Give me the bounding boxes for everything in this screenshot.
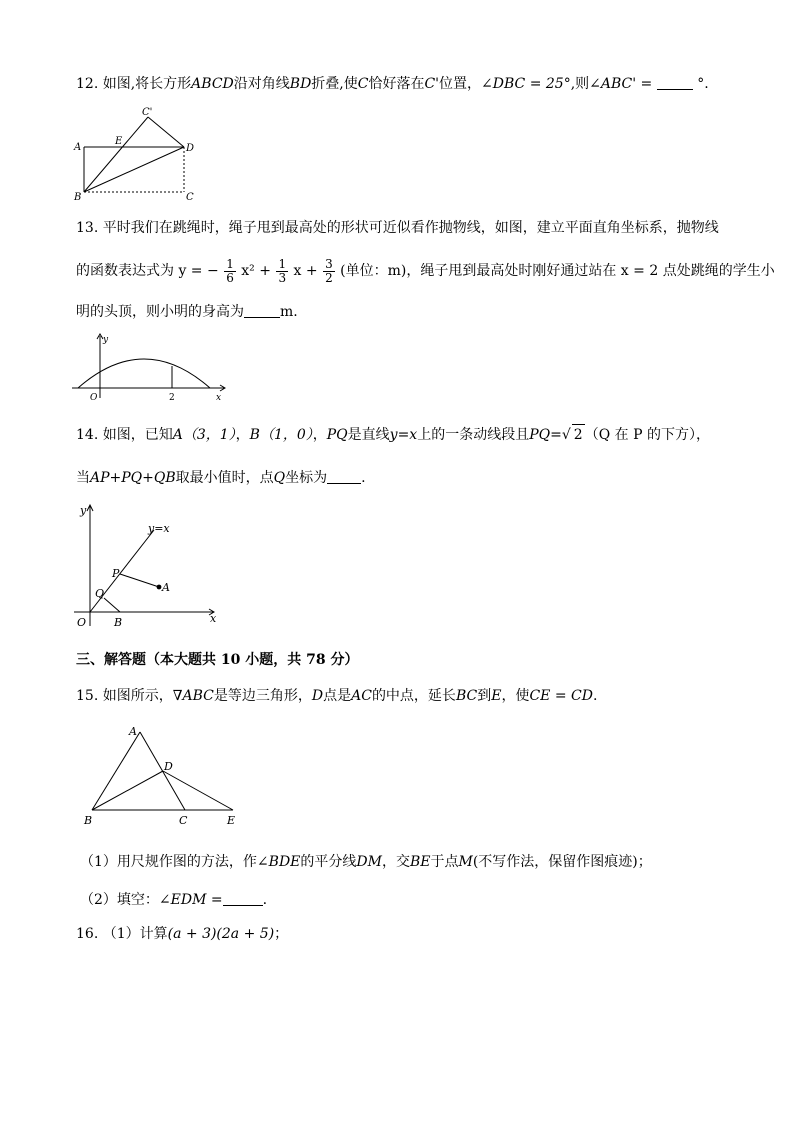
q12-figure (70, 104, 200, 204)
q12-angle-given: ∠DBC = 25° (481, 76, 571, 92)
q13-label-2: 2 (169, 393, 175, 403)
q15-label-b: B (84, 814, 93, 827)
q14-label-a: A (162, 581, 170, 594)
q14-label-y: y (80, 504, 87, 517)
q12-side-cprimed (148, 117, 184, 147)
q12-label-c: C (186, 192, 194, 203)
q13-line-1: 13. 平时我们在跳绳时，绳子甩到最高处的形状可近似看作抛物线，如图，建立平面直角坐标系，抛物线 (76, 220, 719, 236)
q14-label-yx: y=x (148, 522, 170, 535)
q13-frac-2: $\frac{1}{3}$ (278, 256, 287, 285)
q13-answer-blank[interactable] (244, 303, 280, 318)
q12-side-bcprime (84, 117, 148, 192)
section-3-heading: 三、解答题（本大题共 10 小题，共 78 分） (76, 652, 359, 668)
q14-segment-pa (120, 574, 159, 587)
q13-frac-1: $\frac{1}{6}$ (226, 256, 234, 285)
q14-answer-blank[interactable] (327, 469, 361, 484)
q15-label-a: A (129, 725, 137, 738)
q12-answer-blank[interactable] (657, 75, 693, 90)
q14-line-1: 14. 如图，已知A（3，1），B（1，0），PQ是直线y=x上的一条动线段且PQ=√ 2 （Q 在 P 的下方）， (76, 424, 710, 445)
q15-label-d: D (164, 760, 173, 773)
q15-label-e: E (227, 814, 236, 827)
q15-text: 15. 如图所示，∇ABC是等边三角形，D点是AC的中点，延长BC到E，使CE = CD. (76, 688, 598, 704)
q15-segment-bd (92, 771, 163, 810)
q16-text: 16. （1）计算(a + 3)(2a + 5)； (76, 926, 289, 942)
q12-label-d: D (186, 143, 195, 154)
q14-figure (70, 498, 230, 633)
q12-label-a: A (74, 142, 82, 153)
q12-label-cprime: C' (142, 107, 153, 118)
q12-label-b: B (74, 192, 82, 203)
q13-line-3: 明的头顶，则小明的身高为 m. (76, 304, 298, 320)
q15-figure (78, 718, 248, 830)
q12-diagonal-bd (84, 147, 184, 192)
q15-sub-1: （1）用尺规作图的方法，作∠BDE的平分线DM，交BE于点M(不写作法，保留作图痕迹)； (80, 854, 652, 870)
q15-side-ab (92, 732, 140, 810)
q14-label-b: B (114, 616, 123, 629)
q15-label-c: C (179, 814, 188, 827)
q13-line-2: 的函数表达式为 y = − $\frac{1}{6}$ x² + $\frac{1}{3}$ x + $\frac{3}{2}$ (单位：m)，绳子甩到最高处时刚好通过站在 x = 2 点处跳绳的学生小 (76, 256, 775, 285)
q14-label-q: Q (95, 587, 105, 600)
q14-point-a (157, 585, 162, 590)
q12-label-e: E (115, 136, 123, 147)
q13-label-x: x (216, 393, 222, 403)
q13-parabola (78, 359, 210, 388)
q13-figure (70, 330, 235, 405)
q13-label-o: O (90, 393, 98, 403)
q12-rect-name: ABCD (191, 76, 234, 92)
q15-answer-blank[interactable] (223, 891, 263, 906)
q14-label-p: P (112, 567, 120, 580)
q14-sqrt: √ 2 (562, 427, 585, 443)
q14-label-o: O (77, 616, 87, 629)
q12-text: 12. 如图,将长方形ABCD沿对角线BD折叠,使C恰好落在C'位置，∠DBC = 25°,则∠ABC' = °. (76, 76, 709, 92)
q14-label-x: x (210, 612, 217, 625)
q13-frac-3: $\frac{3}{2}$ (325, 256, 333, 285)
q15-sub-2: （2）填空：∠EDM = . (80, 892, 268, 908)
q14-line-2: 当AP+PQ+QB取最小值时，点Q坐标为 . (76, 470, 366, 486)
q16-expression: (a + 3)(2a + 5) (167, 926, 275, 942)
q14-segment-qb (104, 598, 120, 612)
q13-label-y: y (103, 335, 109, 345)
